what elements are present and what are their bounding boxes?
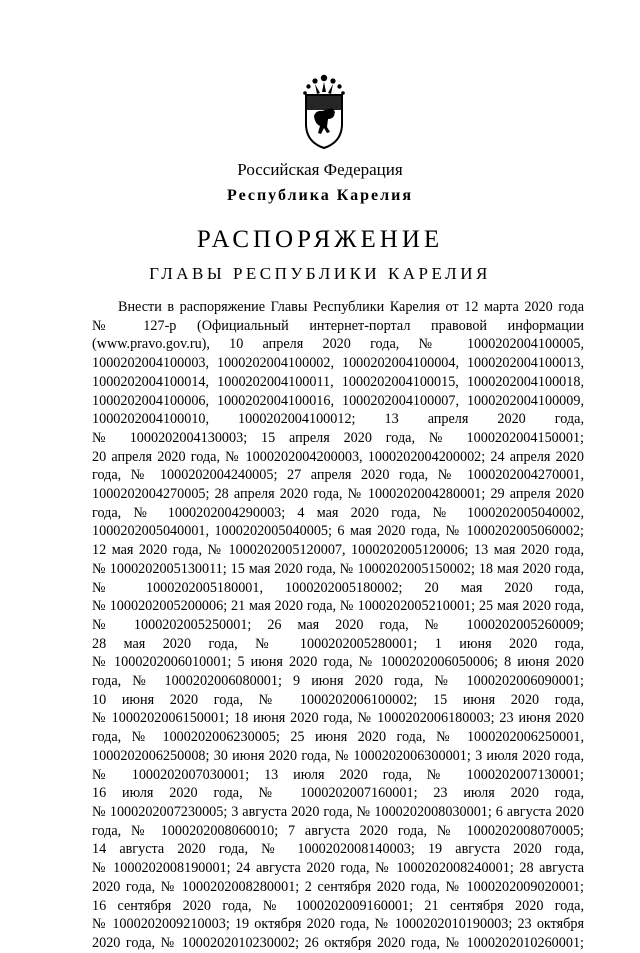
document-type-title: РАСПОРЯЖЕНИЕ — [196, 226, 444, 253]
body-line: № 1000202006150001; 18 июня 2020 года, № 1000202006180003; 23 июня 2020 — [92, 710, 584, 727]
body-line: 28 мая 2020 года, № 1000202005280001; 1 июня 2020 года, — [92, 635, 584, 652]
body-line: 1000202004100010, 1000202004100012; 13 апреля 2020 года, — [92, 411, 584, 428]
body-line: № 127-р (Официальный интернет-портал правовой информации — [92, 317, 584, 334]
body-line: 1000202004270005; 28 апреля 2020 года, № 1000202004280001; 29 апреля 2020 — [92, 486, 584, 503]
body-line: 2020 года, № 1000202010230002; 26 октября 2020 года, № 1000202010260001; — [92, 934, 584, 951]
body-line: № 1000202007230005; 3 августа 2020 года, № 1000202008030001; 6 августа 2020 — [92, 803, 584, 820]
body-line: года, № 1000202006080001; 9 июня 2020 года, № 1000202006090001; — [92, 673, 584, 690]
body-line: № 1000202005130011; 15 мая 2020 года, № 1000202005150002; 18 мая 2020 года, — [92, 560, 584, 577]
country-name: Российская Федерация — [237, 160, 403, 179]
body-line: 1000202004100003, 1000202004100002, 1000202004100004, 1000202004100013, — [92, 355, 584, 372]
republic-name: Республика Карелия — [227, 187, 413, 204]
body-line: № 1000202005250001; 26 мая 2020 года, № 1000202005260009; — [92, 616, 584, 633]
body-line: № 1000202005200006; 21 мая 2020 года, № 1000202005210001; 25 мая 2020 года, — [92, 598, 584, 615]
body-line: 1000202004100014, 1000202004100011, 1000202004100015, 1000202004100018, — [92, 373, 584, 390]
body-line: № 1000202004130003; 15 апреля 2020 года, № 1000202004150001; — [92, 429, 584, 446]
coat-of-arms-emblem — [302, 72, 346, 150]
body-line: № 1000202005180001, 1000202005180002; 20 мая 2020 года, — [92, 579, 584, 596]
body-line: 16 июля 2020 года, № 1000202007160001; 23 июля 2020 года, — [92, 785, 584, 802]
body-line: Внести в распоряжение Главы Республики Карелия от 12 марта 2020 года — [118, 299, 584, 315]
body-line: 1000202004100006, 1000202004100016, 1000202004100007, 1000202004100009, — [92, 392, 584, 409]
body-line: № 1000202006010001; 5 июня 2020 года, № 1000202006050006; 8 июня 2020 — [92, 654, 584, 671]
body-line: года, № 1000202004290003; 4 мая 2020 года, № 1000202005040002, — [92, 504, 584, 521]
body-line: № 1000202008190001; 24 августа 2020 года, № 1000202008240001; 28 августа — [92, 860, 584, 877]
body-line: 1000202006250008; 30 июня 2020 года, № 1000202006300001; 3 июля 2020 года, — [92, 747, 584, 764]
body-line: 20 апреля 2020 года, № 1000202004200003, 1000202004200002; 24 апреля 2020 — [92, 448, 584, 465]
body-line: года, № 1000202008060010; 7 августа 2020 года, № 1000202008070005; — [92, 822, 584, 839]
body-line: года, № 1000202004240005; 27 апреля 2020 года, № 1000202004270001, — [92, 467, 584, 484]
body-line: 1000202005040001, 1000202005040005; 6 мая 2020 года, № 1000202005060002; — [92, 523, 584, 540]
body-line: 16 сентября 2020 года, № 1000202009160001; 21 сентября 2020 года, — [92, 897, 584, 914]
issuer-heading: ГЛАВЫ РЕСПУБЛИКИ КАРЕЛИЯ — [149, 264, 491, 283]
body-line: № 1000202007030001; 13 июля 2020 года, № 1000202007130001; — [92, 766, 584, 783]
body-line: 14 августа 2020 года, № 1000202008140003; 19 августа 2020 года, — [92, 841, 584, 858]
body-line: года, № 1000202006230005; 25 июня 2020 года, № 1000202006250001, — [92, 729, 584, 746]
body-line: 12 мая 2020 года, № 1000202005120007, 1000202005120006; 13 мая 2020 года, — [92, 542, 584, 559]
body-line: (www.pravo.gov.ru), 10 апреля 2020 года, № 1000202004100005, — [92, 336, 584, 353]
body-line: № 1000202009210003; 19 октября 2020 года, № 1000202010190003; 23 октября — [92, 916, 584, 933]
body-line: 10 июня 2020 года, № 1000202006100002; 15 июня 2020 года, — [92, 691, 584, 708]
body-line: 2020 года, № 1000202008280001; 2 сентября 2020 года, № 1000202009020001; — [92, 878, 584, 895]
document-body — [92, 298, 584, 953]
